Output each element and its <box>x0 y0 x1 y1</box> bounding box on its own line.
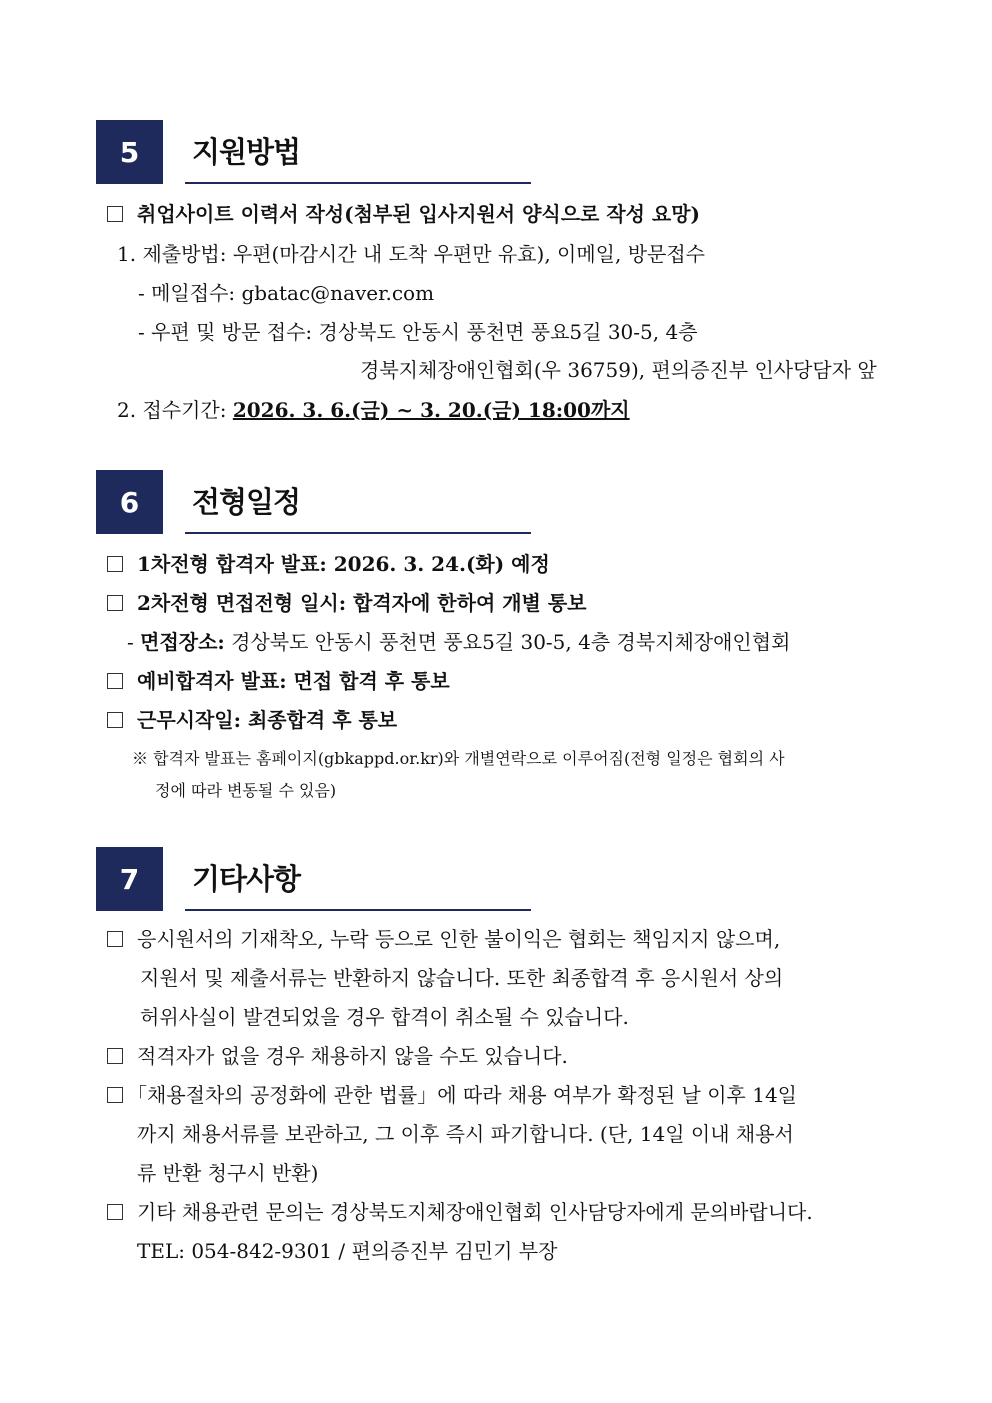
list-item: 1. 제출방법: 우편(마감시간 내 도착 우편만 유효), 이메일, 방문접수 <box>117 242 705 266</box>
checklist-item: 응시원서의 기재착오, 누락 등으로 인한 불이익은 협회는 책임지지 않으며, <box>107 926 780 952</box>
section-title: 기타사항 <box>192 862 301 896</box>
section-6-header <box>96 470 536 534</box>
section-number-badge: 5 <box>96 120 163 184</box>
paragraph-line: 지원서 및 제출서류는 반환하지 않습니다. 또한 최종합격 후 응시원서 상의 <box>140 966 784 990</box>
section-underline <box>185 909 531 911</box>
checklist-item: 2차전형 면접전형 일시: 합격자에 한하여 개별 통보 <box>107 590 586 616</box>
checkbox-icon <box>107 673 123 689</box>
checkbox-icon <box>107 931 123 947</box>
checkbox-icon <box>107 1087 123 1103</box>
section-underline <box>185 532 531 534</box>
checkbox-icon <box>107 206 123 222</box>
checklist-item: 「채용절차의 공정화에 관한 법률」에 따라 채용 여부가 확정된 날 이후 14일 <box>107 1082 797 1108</box>
section-title: 전형일정 <box>192 485 301 519</box>
checkbox-icon <box>107 1204 123 1220</box>
checklist-item: 근무시작일: 최종합격 후 통보 <box>107 707 397 733</box>
footnote: ※ 합격자 발표는 홈페이지(gbkappd.or.kr)와 개별연락으로 이루어짐(전형 일정은 협회의 사 <box>132 749 785 768</box>
checklist-item: 적격자가 없을 경우 채용하지 않을 수도 있습니다. <box>107 1043 568 1069</box>
section-number-badge: 7 <box>96 847 163 911</box>
section-number-badge: 6 <box>96 470 163 534</box>
checkbox-icon <box>107 712 123 728</box>
deadline-text: 2026. 3. 6.(금) ~ 3. 20.(금) 18:00까지 <box>232 398 630 422</box>
checkbox-icon <box>107 595 123 611</box>
checkbox-icon <box>107 1048 123 1064</box>
list-item: - 메일접수: gbatac@naver.com <box>138 281 435 305</box>
section-7-header <box>96 847 536 911</box>
section-title: 지원방법 <box>192 135 301 169</box>
section-5-header <box>96 120 536 184</box>
checklist-item: 기타 채용관련 문의는 경상북도지체장애인협회 인사담당자에게 문의바랍니다. <box>107 1199 813 1225</box>
contact-line: TEL: 054-842-9301 / 편의증진부 김민기 부장 <box>137 1239 558 1263</box>
paragraph-line: 류 반환 청구시 반환) <box>137 1161 319 1185</box>
footnote: 정에 따라 변동될 수 있음) <box>155 781 337 800</box>
list-item: 경북지체장애인협회(우 36759), 편의증진부 인사당담자 앞 <box>360 358 877 382</box>
paragraph-line: 까지 채용서류를 보관하고, 그 이후 즉시 파기합니다. (단, 14일 이내 채용서 <box>137 1122 794 1146</box>
paragraph-line: 허위사실이 발견되었을 경우 합격이 취소될 수 있습니다. <box>140 1005 629 1029</box>
checkbox-icon <box>107 556 123 572</box>
checklist-item: 1차전형 합격자 발표: 2026. 3. 24.(화) 예정 <box>107 551 550 577</box>
list-item: - 우편 및 방문 접수: 경상북도 안동시 풍천면 풍요5길 30-5, 4층 <box>138 320 698 344</box>
list-item: 2. 접수기간: 2026. 3. 6.(금) ~ 3. 20.(금) 18:00까지 <box>117 398 630 422</box>
checklist-item: 예비합격자 발표: 면접 합격 후 통보 <box>107 668 450 694</box>
list-item: - 면접장소: 경상북도 안동시 풍천면 풍요5길 30-5, 4층 경북지체장애인협회 <box>127 630 791 654</box>
section-underline <box>185 182 531 184</box>
checklist-item: 취업사이트 이력서 작성(첨부된 입사지원서 양식으로 작성 요망) <box>107 201 700 227</box>
